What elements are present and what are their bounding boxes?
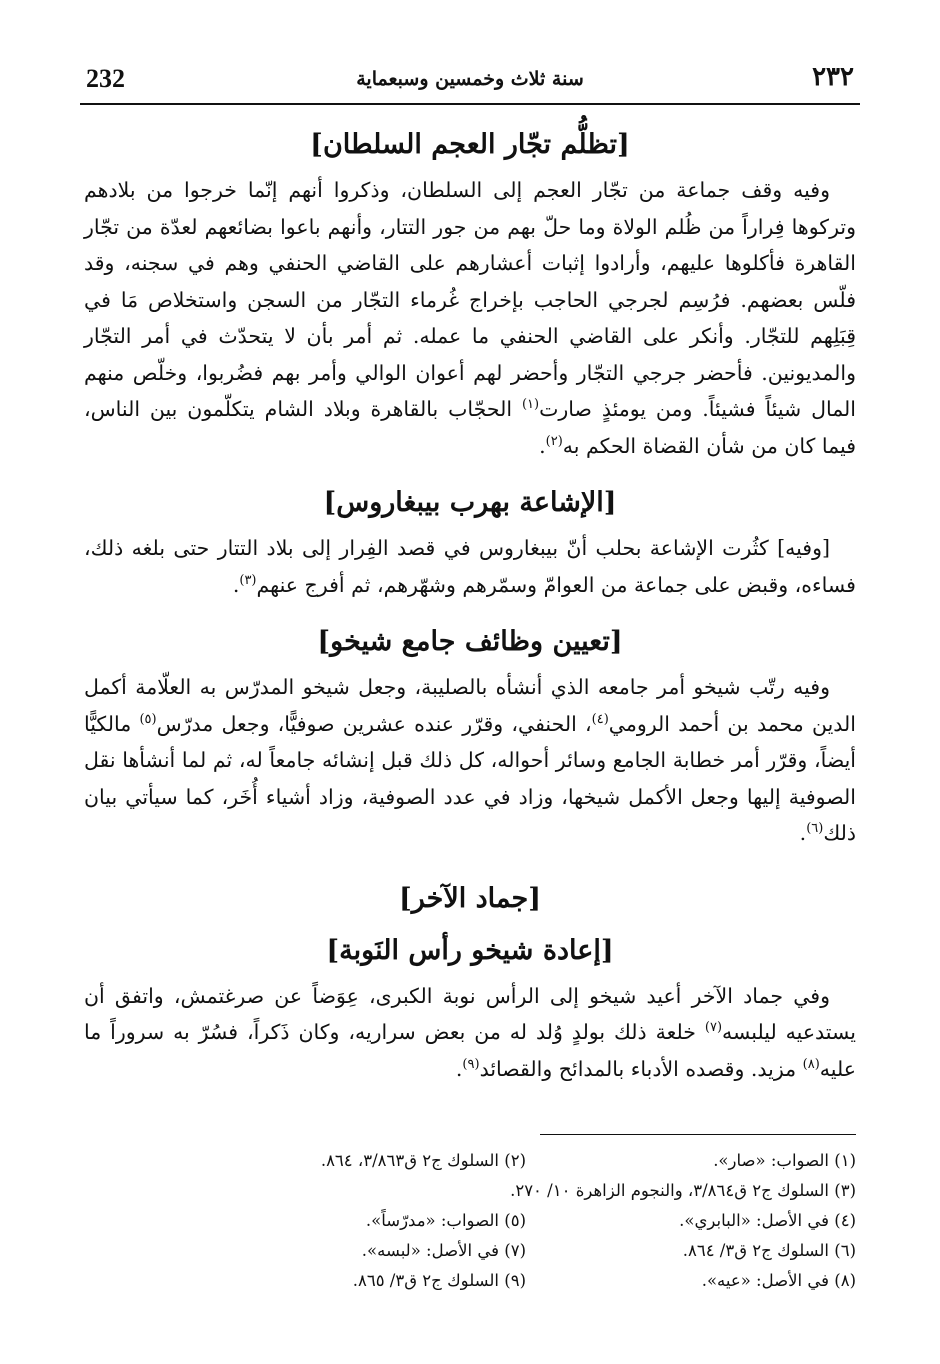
footnote-number: (٥) — [504, 1211, 526, 1230]
footnote — [526, 1146, 856, 1176]
footnote-row — [150, 1206, 856, 1236]
page-number-latin: 232 — [86, 64, 125, 93]
footnote-number: (٨) — [834, 1271, 856, 1290]
paragraph-text: ، الحنفي، وقرّر عنده عشرين صوفيًّا، وجعل مدرّس — [156, 711, 592, 736]
main-text — [84, 118, 856, 1087]
footnote — [526, 1266, 856, 1296]
paragraph-text: . — [455, 1056, 463, 1081]
paragraph — [84, 530, 856, 603]
footnotes — [150, 1146, 856, 1296]
paragraph-text: . — [232, 572, 240, 597]
paragraph — [84, 669, 856, 852]
footnote — [196, 1236, 526, 1266]
footnote-row — [150, 1236, 856, 1266]
paragraph-text: الحجّاب بالقاهرة وبلاد الشام يتكلّمون بين الناس، فيما كان من شأن القضاة الحكم به — [84, 397, 856, 458]
footnote-marker: (٤) — [591, 711, 609, 727]
footnote-marker: (٢) — [545, 433, 563, 449]
footnote-number: (٣) — [834, 1181, 856, 1200]
paragraph-text: . — [539, 433, 546, 458]
running-title: سنة ثلاث وخمسين وسبعماية — [356, 68, 584, 90]
footnote-number: (٤) — [834, 1211, 856, 1230]
footnote — [196, 1146, 526, 1176]
footnote — [196, 1206, 526, 1236]
footnote-text: الصواب: «صار». — [713, 1151, 829, 1170]
paragraph-text: وفيه وقف جماعة من تجّار العجم إلى السلطان، وذكروا أنهم إنّما خرجوا من بلادهم وتركوها فِراراً من ظُلم الولاة وما حلّ بهم من جور التتار، وأنهم باعوا بضائعهم لعدّة من تجّار القاهرة فأكلوها عليهم، وأرادوا إثبات أعشارهم على القاضي الحنفي وهم في سجنه، وقد فلّس بعضهم. فرُسِم لجرجي الحاجب بإخراج غُرماء التجّار من السجن واستخلاص مَا في قِبَلِهم للتجّار. وأنكر على القاضي الحنفي ما عمله. ثم أمر بأن لا يتحدّث في أمر التجّار والمديونين. فأحضر جرجي التجّار وأحضر لهم أعوان الوالي وأمر بهم فضُربوا، وخلّص منهم المال شيئاً فشيئاً. ومن يومئذٍ صارت — [84, 178, 857, 421]
month-heading: [جماد الآخر] — [399, 882, 541, 914]
footnote-marker: (٦) — [806, 821, 824, 837]
section-heading: [الإشاعة بهرب بيبغاروس] — [323, 487, 617, 518]
footnote-number: (٢) — [504, 1151, 526, 1170]
paragraph — [84, 172, 856, 464]
paragraph-text: وفي جماد الآخر أعيد شيخو إلى الرأس نوبة الكبرى، عِوَضاً عن صرغتمش، واتفق أن يستدعيه ليلبسه — [84, 983, 856, 1044]
footnote-number: (١) — [834, 1151, 856, 1170]
footnote-text: الصواب: «مدرّساً». — [365, 1211, 499, 1230]
footnote-text: في الأصل: «البابري». — [679, 1211, 829, 1230]
footnote — [196, 1266, 526, 1296]
footnote-marker: (١) — [521, 397, 540, 413]
footnote-number: (٩) — [504, 1271, 526, 1290]
footnote-number: (٧) — [504, 1241, 526, 1260]
header-rule — [80, 103, 860, 105]
footnote-text: السلوك ج٢ ق٣/ ٨٦٥. — [352, 1271, 499, 1290]
footnote — [526, 1206, 856, 1236]
footnote-rule — [540, 1134, 856, 1135]
paragraph-text: وفيه رتّب شيخو أمر جامعه الذي أنشأه بالصليبة، وجعل شيخو المدرّس به العلّامة أكمل الدين محمد بن أحمد الرومي — [84, 675, 856, 736]
footnote-marker: (٣) — [239, 572, 257, 588]
running-header — [80, 60, 860, 100]
footnote-marker: (٧) — [704, 1020, 723, 1036]
footnote-text: السلوك ج٢ ق٣/٨٦٣، ٨٦٤. — [320, 1151, 499, 1170]
section-heading: [تظلُّم تجّار العجم السلطان] — [310, 129, 630, 160]
page-number-arabic: ٢٣٢ — [812, 62, 854, 92]
footnote-marker: (٥) — [139, 711, 157, 727]
paragraph-text: . — [799, 821, 807, 845]
footnote-number: (٦) — [834, 1241, 856, 1260]
footnote — [526, 1236, 856, 1266]
section-heading: [إعادة شيخو رأس النَوبة] — [326, 934, 614, 966]
paragraph-text: [وفيه] كثُرت الإشاعة بحلب أنّ بيبغاروس في قصد الفِرار إلى بلاد التتار حتى بلغه ذلك، فساءه، وقبض على جماعة من العوامّ وسمّرهم وشهّرهم، ثم أفرج عنهم — [84, 536, 856, 597]
footnote-row — [150, 1146, 856, 1176]
footnote-text: السلوك ج٢ ق٣/٨٦٤، والنجوم الزاهرة ١٠/ ٢٧٠. — [510, 1181, 829, 1200]
footnote-text: في الأصل: «عيه». — [701, 1271, 829, 1290]
footnote-row — [150, 1266, 856, 1296]
footnote — [510, 1176, 856, 1206]
paragraph-text: خلعة ذلك بولدٍ وُلد له من بعض سراريه، وكان ذَكراً، فسُرّ به سروراً ما عليه — [84, 1020, 856, 1081]
paragraph — [84, 978, 856, 1088]
footnote-marker: (٩) — [462, 1056, 480, 1072]
footnote-text: السلوك ج٢ ق٣/ ٨٦٤. — [682, 1241, 829, 1260]
section-heading: [تعيين وظائف جامع شيخو] — [317, 626, 623, 657]
footnote-row — [150, 1176, 856, 1206]
paragraph-text: مالكيًّا أيضاً، وقرّر أمر خطابة الجامع وسائر أحواله، كل ذلك قبل إنشائه جامعاً له، ثم لما أنشأها نقل الصوفية إليها وجعل الأكمل شيخها، وزاد في عدد الصوفية، وزاد أشياء أُخَر، كما سيأتي بيان ذلك — [84, 711, 856, 845]
footnote-marker: (٨) — [802, 1056, 820, 1072]
footnote-text: في الأصل: «لبسه». — [361, 1241, 499, 1260]
paragraph-text: مزيد. وقصده الأدباء بالمدائح والقصائد — [479, 1056, 803, 1081]
